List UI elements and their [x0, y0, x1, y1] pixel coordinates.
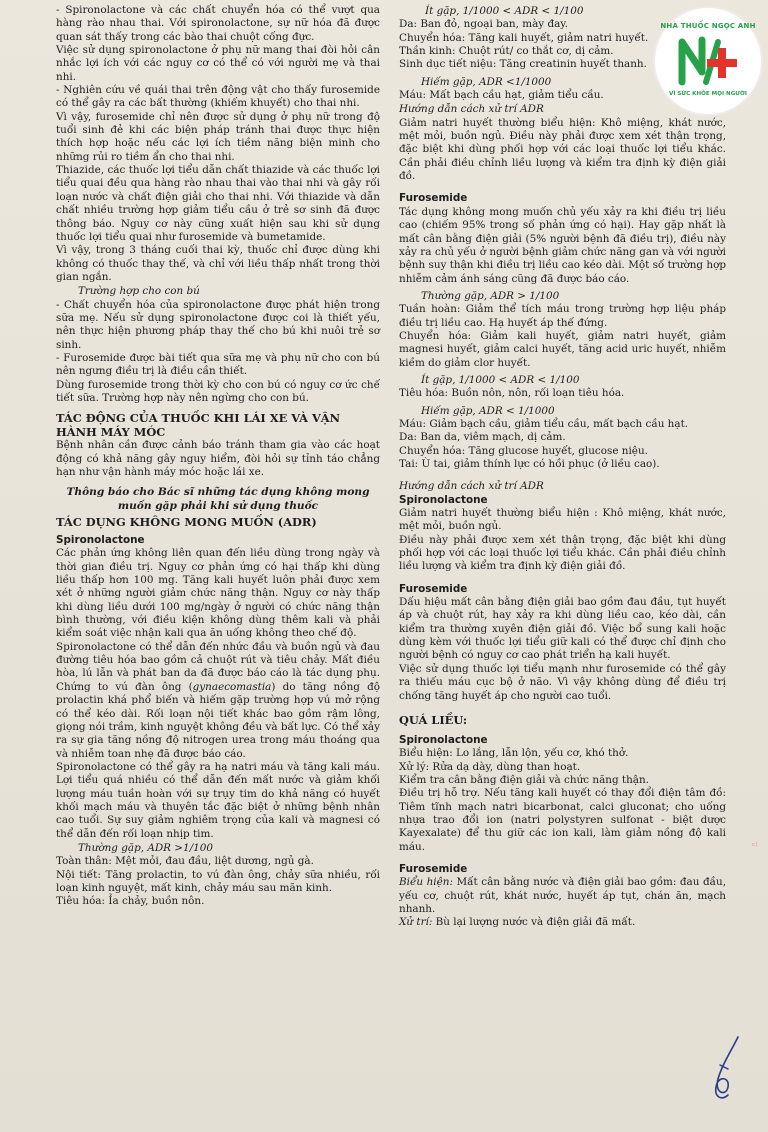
signature-scribble: [708, 1035, 748, 1105]
paragraph: Việc sử dụng thuốc lợi tiểu mạnh như furosemide có thể gây ra thiếu máu cục bộ ở não. Vì vậy không dùng để điều trị chống tăng huyết áp cho người cao tuổi.: [399, 662, 726, 702]
paragraph: Thiazide, các thuốc lợi tiểu dẫn chất thiazide và các thuốc lợi tiểu quai đều qua hàng rào nhau thai vào thai nhi và gây rối loạn nước và chất điện giải cho thai nhi. Với thiazide và dẫn chất nhiều trường hợp giảm tiểu cầu ở trẻ sơ sinh đã được thông báo. Nguy cơ này cũng xuất hiện sau khi sử dụng thuốc lợi tiểu quai như furosemide và bumetamide.: [56, 164, 380, 243]
paragraph: Tiêu hóa: Ỉa chảy, buồn nôn.: [56, 895, 205, 908]
term-gynaecomastia: gynaecomastia: [192, 680, 272, 693]
paragraph: - Spironolactone và các chất chuyển hóa có thể vượt qua hàng rào nhau thai. Với spironolactone, sự nữ hóa đã được quan sát thấy trong các bào thai chuột cống đực.: [56, 4, 380, 43]
heading-furosemide: Furosemide: [399, 192, 468, 205]
paragraph: Tuần hoàn: Giảm thể tích máu trong trường hợp liệu pháp điều trị liều cao. Hạ huyết áp thế đứng.: [399, 303, 726, 329]
paragraph: [399, 876, 726, 916]
label-symptoms: Biểu hiện:: [399, 876, 453, 889]
subheading-uncommon: Ít gặp, 1/1000 < ADR < 1/100: [421, 373, 580, 386]
text-span: Mất cân bằng nước và điện giải bao gồm: đau đầu, yếu cơ, chuột rút, khát nước, huyết áp tụt, chán ăn, mạch nhanh.: [399, 876, 726, 915]
text-span: ) do tăng nồng độ prolactin khá phổ biến và hiếm gặp trường hợp vú mở rộng có thể kéo dài. Rối loạn nội tiết khác bao gồm rậm lông, giọng nói trầm, kinh nguyệt không đều và bất lực. Có thể xảy ra sự gia tăng nồng độ nitrogen urea trong máu thoáng qua và nhiễm toan nhẹ đã được báo cáo.: [56, 680, 380, 760]
text-span: Spironolactone có thể dẫn đến nhức đầu và buồn ngủ và đau đường tiêu hóa bao gồm cả chuột rút và tiêu chảy. Mất điều hòa, lú lẫn và phát ban da đã được báo cáo là tác dụng phụ. Chứng to vú đàn ông (: [56, 640, 380, 693]
subheading-rare: Hiếm gặp, ADR < 1/1000: [421, 404, 555, 417]
paragraph: [56, 641, 380, 761]
paragraph: Giảm natri huyết thường biểu hiện : Khô miệng, khát nước, mệt mỏi, buồn ngủ.: [399, 507, 726, 533]
paragraph: Nội tiết: Tăng prolactin, to vú đàn ông, chảy sữa nhiều, rối loạn kinh nguyệt, mất kinh, chảy máu sau mãn kinh.: [56, 868, 380, 894]
paragraph: Việc sử dụng spironolactone ở phụ nữ mang thai đòi hỏi cân nhắc lợi ích với các nguy cơ có thể có với người mẹ và thai nhi.: [56, 44, 380, 83]
paragraph: - Furosemide được bài tiết qua sữa mẹ và phụ nữ cho con bú nên ngưng điều trị là điều cần thiết.: [56, 351, 380, 378]
label-treatment: Xử trí:: [399, 916, 433, 929]
paragraph: Sinh dục tiết niệu: Tăng creatinin huyết thanh.: [399, 58, 647, 71]
subheading-breastfeeding: Trường hợp cho con bú: [78, 285, 200, 298]
paragraph: Điều trị hỗ trợ. Nếu tăng kali huyết có thay đổi điện tâm đồ: Tiêm tĩnh mạch natri bicarbonat, calci gluconat; cho uống nhựa trao đổi ion (natri polystyren sulfonat - biệt dược Kayexalate) để thu giữ các ion kali, làm giảm nồng độ kali máu.: [399, 787, 726, 853]
paragraph: Giảm natri huyết thường biểu hiện: Khô miệng, khát nước, mệt mỏi, buồn ngủ. Điều này phải được xem xét thận trọng, đặc biệt khi dùng phối hợp với các loại thuốc lợi tiểu khác. Cần phải điều chỉnh liều lượng và kiểm tra định kỳ điện giải đồ.: [399, 116, 726, 183]
right-column: [399, 4, 726, 930]
paragraph: Toàn thân: Mệt mỏi, đau đầu, liệt dương, ngủ gà.: [56, 855, 314, 868]
paragraph: - Chất chuyển hóa của spironolactone được phát hiện trong sữa mẹ. Nếu sử dụng spironolactone được coi là thiết yếu, nên thực hiện phương pháp thay thế cho bú khi nuôi trẻ sơ sinh.: [56, 298, 380, 351]
paragraph: Da: Ban đỏ, ngoại ban, mày đay.: [399, 18, 569, 31]
subheading-common: Thường gặp, ADR >1/100: [78, 841, 213, 854]
subheading-common: Thường gặp, ADR > 1/100: [421, 289, 560, 302]
paragraph: Da: Ban da, viêm mạch, dị cảm.: [399, 431, 566, 444]
heading-spironolactone: Spironolactone: [399, 733, 488, 746]
heading-spironolactone: Spironolactone: [399, 493, 488, 506]
notice-to-doctor: Thông báo cho Bác sĩ những tác dụng không mong muốn gặp phải khi sử dụng thuốc: [66, 486, 370, 512]
heading-furosemide: Furosemide: [399, 862, 468, 875]
paragraph: Vì vậy, furosemide chỉ nên được sử dụng ở phụ nữ trong độ tuổi sinh đẻ khi các biện pháp tránh thai được thực hiện thích hợp hoặc nếu các lợi ích tiềm năng biện minh cho những rủi ro tiềm ẩn cho thai nhi.: [56, 110, 380, 163]
logo-bottom-text: VÌ SỨC KHỎE MỌI NGƯỜI: [669, 91, 747, 97]
paragraph: Bệnh nhân cần được cảnh báo tránh tham gia vào các hoạt động có khả năng gây nguy hiểm, đòi hỏi sự tỉnh táo chẳng hạn như vận hành máy móc hoặc lái xe.: [56, 439, 380, 478]
paragraph: Kiểm tra cân bằng điện giải và chức năng thận.: [399, 773, 649, 786]
paragraph: Tác dụng không mong muốn chủ yếu xảy ra khi điều trị liều cao (chiếm 95% trong số phản ứng có hại). Hay gặp nhất là mất cân bằng điện giải (5% người bệnh đã điều trị), điều này xảy ra chủ yếu ở người bệnh giảm chức năng gan và với người bệnh suy thận khi điều trị liều cao kéo dài. Một số trường hợp nhiễm cảm ánh sáng cũng đã được báo cáo.: [399, 205, 726, 285]
paragraph: Xử lý: Rửa dạ dày, dùng than hoạt.: [399, 760, 581, 773]
paragraph: Máu: Giảm bạch cầu, giảm tiểu cầu, mất bạch cầu hạt.: [399, 417, 689, 430]
paragraph: [399, 916, 726, 929]
paragraph: Chuyển hóa: Tăng glucose huyết, glucose niệu.: [399, 444, 648, 457]
paragraph: Biểu hiện: Lo lắng, lẫn lộn, yếu cơ, khó thở.: [399, 747, 629, 760]
heading-furosemide: Furosemide: [399, 582, 468, 595]
paragraph: Chuyển hóa: Tăng kali huyết, giảm natri huyết.: [399, 31, 649, 44]
paragraph: Máu: Mất bạch cầu hạt, giảm tiểu cầu.: [399, 89, 604, 102]
paragraph: Spironolactone có thể gây ra hạ natri máu và tăng kali máu. Lợi tiểu quá nhiều có thể dẫn đến mất nước và giảm khối lượng máu tuần hoàn với sự trụy tim do khả năng có huyết khối mạch máu và thuyên tắc đặc biệt ở những bệnh nhân cao tuổi. Sự suy giảm nghiêm trọng của kali và magnesi có thể dẫn đến rối loạn nhịp tim.: [56, 760, 380, 840]
paragraph: Vì vậy, trong 3 tháng cuối thai kỳ, thuốc chỉ được dùng khi không có thuốc thay thế, và chỉ với liều thấp nhất trong thời gian ngắn.: [56, 244, 380, 283]
left-column: [56, 4, 380, 909]
paragraph: Tiêu hóa: Buồn nôn, nôn, rối loạn tiêu hóa.: [399, 387, 625, 400]
subheading-uncommon: Ít gặp, 1/1000 < ADR < 1/100: [425, 5, 584, 17]
paragraph: Dùng furosemide trong thời kỳ cho con bú có nguy cơ ức chế tiết sữa. Trường hợp này nên ngừng cho con bú.: [56, 378, 380, 404]
paragraph: Thần kinh: Chuột rút/ co thắt cơ, dị cảm.: [399, 45, 614, 58]
paragraph: Chuyển hóa: Giảm kali huyết, giảm natri huyết, giảm magnesi huyết, giảm calci huyết, tăng acid uric huyết, nhiễm kiềm do giảm clor huyết.: [399, 329, 726, 369]
heading-adr: TÁC DỤNG KHÔNG MONG MUỐN (ADR): [56, 515, 317, 530]
paragraph: - Nghiên cứu về quái thai trên động vật cho thấy furosemide có thể gây ra các bất thường (khiếm khuyết) cho thai nhi.: [56, 84, 380, 110]
pharmacy-logo: [655, 8, 761, 114]
logo-na-icon: [676, 32, 740, 90]
paragraph: Các phản ứng không liên quan đến liều dùng trong ngày và thời gian điều trị. Nguy cơ phản ứng có hại thấp khi dùng liều thấp hơn 100 mg. Tăng kali huyết luôn phải được xem xét ở những người giảm chức năng thận. Nguy cơ này thấp khi dùng liều dưới 100 mg/ngày ở người có chức năng thận bình thường, với điều kiện không dùng thêm kali và phải kiểm soát việc nhận kali qua ăn uống không theo chế độ.: [56, 547, 380, 640]
logo-top-text: NHÀ THUỐC NGỌC ANH: [660, 22, 756, 30]
heading-driving: TÁC ĐỘNG CỦA THUỐC KHI LÁI XE VÀ VẬN HÀNH MÁY MÓC: [56, 411, 341, 440]
paragraph: Dấu hiệu mất cân bằng điện giải bao gồm đau đầu, tụt huyết áp và chuột rút, hay xảy ra khi dùng liều cao, kéo dài, cần kiểm tra thường xuyên điện giải đồ. Việc bổ sung kali hoặc dùng kèm với thuốc lợi tiểu giữ kali có thể được chỉ định cho người bệnh có nguy cơ cao phát triển hạ kali huyết.: [399, 596, 726, 662]
text-span: Bù lại lượng nước và điện giải đã mất.: [432, 916, 636, 929]
subheading-rare: Hiếm gặp, ADR <1/1000: [421, 75, 552, 88]
subheading-adr-management: Hướng dẫn cách xử trí ADR: [399, 103, 544, 116]
subheading-adr-management: Hướng dẫn cách xử trí ADR: [399, 480, 544, 493]
paragraph: Điều này phải được xem xét thận trọng, đặc biệt khi dùng phối hợp với các loại thuốc lợi tiểu khác. Cần phải điều chỉnh liều lượng và kiểm tra định kỳ điện giải đồ.: [399, 533, 726, 573]
paragraph: Tai: Ù tai, giảm thính lực có hồi phục (ở liều cao).: [399, 458, 660, 470]
heading-overdose: QUÁ LIỀU:: [399, 712, 468, 727]
heading-spironolactone: Spironolactone: [56, 534, 145, 547]
edge-mark: ᶜ⁾: [752, 842, 758, 852]
